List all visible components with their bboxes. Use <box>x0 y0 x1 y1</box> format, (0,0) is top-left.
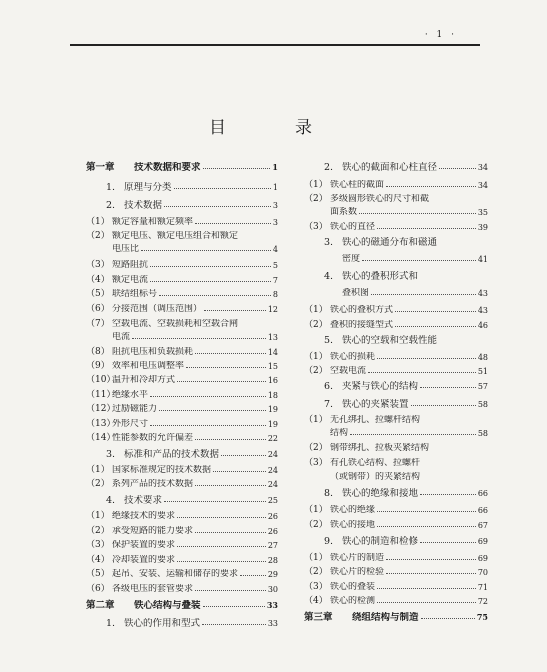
toc-entry <box>86 260 278 271</box>
toc-leader-dots <box>350 433 476 435</box>
toc-entry-number: （2） <box>304 194 328 204</box>
toc-entry-title: 分接范围（调压范围） <box>112 304 203 314</box>
toc-entry-page: 48 <box>477 353 488 362</box>
toc-entry-title: 铁心的叠积形式和 <box>342 271 419 282</box>
toc-entry-number: （9） <box>86 361 110 371</box>
toc-entry-page: 41 <box>477 255 488 264</box>
toc-leader-dots <box>203 167 271 169</box>
toc-entry-page: 13 <box>267 333 278 342</box>
toc-leader-dots <box>395 325 476 327</box>
toc-entry-page: 16 <box>267 376 278 385</box>
toc-entry <box>86 375 278 386</box>
toc-entry-title: 铁心的叠装 <box>330 582 376 592</box>
toc-entry-title: 国家标准规定的技术数据 <box>112 465 212 475</box>
toc-entry <box>304 271 488 282</box>
toc-entry-page: 24 <box>267 466 278 475</box>
toc-entry <box>304 415 488 426</box>
toc-leader-dots <box>213 470 266 472</box>
toc-entry-number: 3. <box>106 449 116 460</box>
toc-entry <box>304 520 488 531</box>
toc-entry-number: （3） <box>304 222 328 232</box>
toc-entry <box>304 352 488 363</box>
toc-entry-title: 额定电流 <box>112 275 149 285</box>
toc-entry-title: 铁心的作用和型式 <box>124 618 201 629</box>
toc-entry-page: 3 <box>272 201 278 210</box>
toc-entry <box>86 200 278 211</box>
toc-leader-dots <box>203 605 265 607</box>
toc-entry-number: （1） <box>304 415 328 425</box>
toc-entry-page: 19 <box>267 420 278 429</box>
toc-entry <box>86 540 278 551</box>
toc-entry-page: 34 <box>477 181 488 190</box>
toc-entry <box>86 584 278 595</box>
toc-entry-number: （2） <box>304 366 328 376</box>
toc-entry-number: 5. <box>324 335 334 346</box>
toc-entry <box>304 254 488 265</box>
toc-leader-dots <box>164 500 266 502</box>
toc-entry-title: 过励磁能力 <box>112 404 158 414</box>
toc-leader-dots <box>377 357 476 359</box>
toc-entry <box>86 347 278 358</box>
toc-entry-number: 第一章 <box>86 162 115 173</box>
toc-entry-title: 标准和产品的技术数据 <box>124 449 220 460</box>
toc-entry-number: （2） <box>304 520 328 530</box>
toc-entry-page: 43 <box>477 289 488 298</box>
toc-leader-dots <box>377 601 476 603</box>
toc-entry-page: 22 <box>267 434 278 443</box>
toc-entry-number: （6） <box>86 584 110 594</box>
toc-entry <box>86 319 278 330</box>
toc-entry <box>304 335 488 346</box>
toc-entry-title: 原理与分类 <box>124 182 172 193</box>
toc-entry-title: 绝缘水平 <box>112 390 149 400</box>
toc-entry-page: 28 <box>267 556 278 565</box>
toc-leader-dots <box>159 409 266 411</box>
toc-entry-number: （1） <box>304 505 328 515</box>
toc-entry-title: 系列产品的技术数据 <box>112 479 194 489</box>
toc-entry-title: 铁心的夹紧装置 <box>342 399 409 410</box>
toc-entry-number: （1） <box>86 217 110 227</box>
toc-entry <box>86 495 278 506</box>
toc-entry-number: 4. <box>106 495 116 506</box>
toc-entry-title: 技术数据 <box>124 200 163 211</box>
toc-entry <box>86 361 278 372</box>
toc-leader-dots <box>439 167 476 169</box>
toc-entry-page: 27 <box>267 541 278 550</box>
toc-entry-number: 1. <box>106 182 116 193</box>
toc-leader-dots <box>177 560 266 562</box>
toc-entry-number: 6. <box>324 381 334 392</box>
toc-entry-title: 效率和电压调整率 <box>112 361 185 371</box>
toc-entry-title: 铁心柱的截面 <box>330 180 385 190</box>
toc-entry-title: 结构 <box>330 428 349 438</box>
toc-leader-dots <box>377 587 476 589</box>
toc-entry-number: （2） <box>304 320 328 330</box>
toc-entry-page: 66 <box>477 506 488 515</box>
toc-entry-title: 叠积图 <box>342 288 370 298</box>
toc-entry-title: 铁心的检测 <box>330 596 376 606</box>
toc-leader-dots <box>221 454 266 456</box>
toc-leader-dots <box>420 541 476 543</box>
toc-entry-number: 2. <box>324 162 334 173</box>
toc-leader-dots <box>150 280 271 282</box>
toc-entry-page: 71 <box>477 583 488 592</box>
toc-entry-number: （1） <box>304 352 328 362</box>
toc-entry-title: 额定容量和额定频率 <box>112 217 194 227</box>
toc-entry-number: （3） <box>304 582 328 592</box>
toc-entry-number: （6） <box>86 304 110 314</box>
toc-entry-page: 8 <box>272 290 278 299</box>
toc-entry-title: 叠积的接缝型式 <box>330 320 394 330</box>
toc-entry-number: （8） <box>86 347 110 357</box>
toc-entry-number: 7. <box>324 399 334 410</box>
toc-entry-title: 起吊、安装、运输和储存的要求 <box>112 569 239 579</box>
toc-entry <box>86 231 278 242</box>
toc-entry-title: 铁心的绝缘 <box>330 505 376 515</box>
toc-entry-title: 空载电流 <box>330 366 367 376</box>
toc-entry <box>304 567 488 578</box>
toc-entry-title: 铁心的绝缘和接地 <box>342 488 419 499</box>
toc-entry-number: 4. <box>324 271 334 282</box>
toc-entry-page: 75 <box>476 612 488 622</box>
toc-entry <box>304 472 488 483</box>
toc-leader-dots <box>195 531 266 533</box>
toc-entry-number: （5） <box>86 569 110 579</box>
toc-entry-number: 9. <box>324 536 334 547</box>
toc-entry-number: （4） <box>86 275 110 285</box>
toc-leader-dots <box>395 310 476 312</box>
toc-entry <box>86 479 278 490</box>
toc-entry <box>304 553 488 564</box>
toc-entry <box>86 162 278 173</box>
toc-entry-title: 铁心的损耗 <box>330 352 376 362</box>
toc-entry <box>86 404 278 415</box>
toc-entry-page: 70 <box>477 568 488 577</box>
toc-entry-title: 面系数 <box>330 207 358 217</box>
toc-entry-title: 铁心的截面和心柱直径 <box>342 162 438 173</box>
toc-entry-title: 短路阻抗 <box>112 260 149 270</box>
page-title: 目 录 <box>209 118 338 138</box>
toc-leader-dots <box>420 386 476 388</box>
toc-entry <box>304 222 488 233</box>
toc-entry-number: （4） <box>86 555 110 565</box>
toc-entry-title: 性能参数的允许偏差 <box>112 433 194 443</box>
toc-entry-title: 额定电压、额定电压组合和额定 <box>112 231 239 241</box>
toc-entry-number: 1. <box>106 618 116 629</box>
toc-leader-dots <box>150 265 271 267</box>
toc-entry-number: （12） <box>86 404 116 414</box>
toc-entry-page: 58 <box>477 400 488 409</box>
toc-entry <box>86 390 278 401</box>
toc-entry-title: 保护装置的要求 <box>112 540 176 550</box>
toc-entry-page: 58 <box>477 429 488 438</box>
toc-entry-number: （1） <box>304 180 328 190</box>
toc-leader-dots <box>141 249 271 251</box>
toc-entry-title: 铁心片的检验 <box>330 567 385 577</box>
toc-entry-page: 69 <box>477 554 488 563</box>
toc-entry-number: 8. <box>324 488 334 499</box>
toc-entry-page: 46 <box>477 321 488 330</box>
toc-entry-title: 技术数据和要求 <box>134 162 201 173</box>
toc-leader-dots <box>195 484 266 486</box>
toc-entry-page: 39 <box>477 223 488 232</box>
toc-entry <box>304 194 488 205</box>
toc-entry-number: 第二章 <box>86 600 115 611</box>
toc-entry <box>86 332 278 343</box>
toc-entry-number: （2） <box>86 526 110 536</box>
toc-leader-dots <box>177 516 266 518</box>
toc-entry-number: （14） <box>86 433 116 443</box>
toc-leader-dots <box>159 294 271 296</box>
toc-entry <box>304 305 488 316</box>
toc-entry-page: 26 <box>267 512 278 521</box>
toc-entry-page: 43 <box>477 306 488 315</box>
toc-entry-title: 电压比 <box>112 244 140 254</box>
toc-entry-number: （11） <box>86 390 116 400</box>
toc-leader-dots <box>377 510 476 512</box>
toc-leader-dots <box>195 222 271 224</box>
toc-entry <box>86 419 278 430</box>
toc-entry-number: （5） <box>86 289 110 299</box>
toc-entry <box>86 433 278 444</box>
toc-entry <box>86 569 278 580</box>
toc-entry-title: 冷却装置的要求 <box>112 555 176 565</box>
toc-entry <box>86 600 278 611</box>
toc-entry-page: 69 <box>477 537 488 546</box>
toc-entry <box>86 217 278 228</box>
toc-entry-title: 温升和冷却方式 <box>112 375 176 385</box>
toc-leader-dots <box>371 293 476 295</box>
toc-leader-dots <box>362 259 476 261</box>
toc-entry-page: 15 <box>267 362 278 371</box>
toc-entry <box>86 465 278 476</box>
toc-entry-number: （3） <box>86 260 110 270</box>
header-rule <box>70 44 480 46</box>
toc-entry <box>304 536 488 547</box>
toc-entry <box>304 381 488 392</box>
toc-entry <box>304 399 488 410</box>
toc-entry <box>304 180 488 191</box>
toc-entry <box>304 162 488 173</box>
toc-entry-page: 12 <box>267 305 278 314</box>
toc-entry <box>304 458 488 469</box>
toc-entry-title: 技术要求 <box>124 495 163 506</box>
toc-entry <box>304 612 488 623</box>
toc-entry-title: 铁心的制造和检修 <box>342 536 419 547</box>
toc-entry-number: （2） <box>304 443 328 453</box>
toc-leader-dots <box>359 212 476 214</box>
toc-entry-page: 1 <box>272 183 278 192</box>
toc-entry <box>86 618 278 629</box>
toc-entry-page: 67 <box>477 521 488 530</box>
toc-entry-title: 各级电压的套管要求 <box>112 584 194 594</box>
toc-entry-title: 外形尺寸 <box>112 419 149 429</box>
toc-leader-dots <box>411 404 476 406</box>
toc-leader-dots <box>132 337 266 339</box>
toc-entry-title: 密度 <box>342 254 361 264</box>
toc-leader-dots <box>174 187 271 189</box>
toc-entry-number: （7） <box>86 319 110 329</box>
toc-leader-dots <box>186 366 266 368</box>
toc-entry <box>86 289 278 300</box>
toc-leader-dots <box>195 438 266 440</box>
toc-entry <box>304 443 488 454</box>
toc-leader-dots <box>386 185 476 187</box>
toc-entry-title: 多级圆形铁心的尺寸和截 <box>330 194 430 204</box>
toc-entry <box>86 275 278 286</box>
toc-entry-title: 铁心的空载和空载性能 <box>342 335 438 346</box>
toc-entry-page: 72 <box>477 597 488 606</box>
toc-entry-number: （4） <box>304 596 328 606</box>
toc-entry-title: 无孔绑扎、拉螺杆结构 <box>330 415 421 425</box>
toc-entry <box>86 182 278 193</box>
toc-entry-number: （1） <box>86 511 110 521</box>
toc-entry <box>86 526 278 537</box>
toc-entry-title: 铁心的接地 <box>330 520 376 530</box>
toc-entry-page: 26 <box>267 527 278 536</box>
toc-entry-title: 铁心的磁通分布和磁通 <box>342 237 438 248</box>
toc-entry-page: 33 <box>267 619 278 628</box>
toc-entry-page: 18 <box>267 391 278 400</box>
toc-entry-page: 3 <box>272 218 278 227</box>
toc-entry-page: 51 <box>477 367 488 376</box>
toc-entry-number: 3. <box>324 237 334 248</box>
toc-entry <box>86 555 278 566</box>
toc-entry-title: 电流 <box>112 332 131 342</box>
toc-entry-number: （3） <box>304 458 328 468</box>
toc-entry <box>86 511 278 522</box>
toc-entry <box>304 596 488 607</box>
toc-entry-page: 24 <box>267 450 278 459</box>
toc-entry <box>304 320 488 331</box>
toc-entry-page: 19 <box>267 405 278 414</box>
toc-leader-dots <box>386 572 476 574</box>
toc-entry-title: （或钢带）的夹紧结构 <box>330 472 421 482</box>
toc-entry-page: 4 <box>272 245 278 254</box>
toc-entry-title: 承受短路的能力要求 <box>112 526 194 536</box>
toc-entry-number: （1） <box>304 305 328 315</box>
toc-leader-dots <box>240 574 266 576</box>
toc-entry-page: 25 <box>267 496 278 505</box>
toc-leader-dots <box>386 558 476 560</box>
toc-entry <box>304 237 488 248</box>
page-header <box>70 30 475 44</box>
toc-entry <box>304 505 488 516</box>
page-number: · 1 · <box>424 30 457 40</box>
toc-entry-page: 5 <box>272 261 278 270</box>
toc-leader-dots <box>204 309 266 311</box>
toc-entry-page: 30 <box>267 585 278 594</box>
toc-entry-title: 夹紧与铁心的结构 <box>342 381 419 392</box>
toc-entry-title: 铁心结构与叠装 <box>134 600 201 611</box>
toc-entry-number: 2. <box>106 200 116 211</box>
toc-entry <box>86 244 278 255</box>
toc-entry-page: 29 <box>267 570 278 579</box>
toc-entry-title: 绕组结构与制造 <box>352 612 419 623</box>
toc-entry-number: （13） <box>86 419 116 429</box>
toc-entry-number: （1） <box>86 465 110 475</box>
toc-entry <box>86 304 278 315</box>
toc-entry-number: （2） <box>86 231 110 241</box>
toc-entry-number: 第三章 <box>304 612 333 623</box>
toc-entry-page: 7 <box>272 276 278 285</box>
toc-entry-page: 66 <box>477 489 488 498</box>
toc-leader-dots <box>195 589 266 591</box>
toc-leader-dots <box>368 371 476 373</box>
toc-entry-number: （1） <box>304 553 328 563</box>
toc-leader-dots <box>195 352 266 354</box>
toc-entry <box>304 207 488 218</box>
toc-leader-dots <box>177 380 266 382</box>
toc-entry-title: 联结组标号 <box>112 289 158 299</box>
toc-entry <box>304 366 488 377</box>
toc-entry-number: （2） <box>86 479 110 489</box>
toc-entry <box>304 428 488 439</box>
toc-entry-title: 绝缘技术的要求 <box>112 511 176 521</box>
toc-leader-dots <box>421 617 475 619</box>
toc-entry-title: 铁心的叠积方式 <box>330 305 394 315</box>
toc-leader-dots <box>377 227 476 229</box>
toc-entry-page: 57 <box>477 382 488 391</box>
toc-leader-dots <box>150 424 266 426</box>
toc-leader-dots <box>420 493 476 495</box>
toc-entry-page: 33 <box>266 600 278 610</box>
toc-entry-title: 空载电流、空载损耗和空载合闸 <box>112 319 239 329</box>
toc-entry-number: （10） <box>86 375 116 385</box>
toc-entry-title: 钢带绑扎、拉板夹紧结构 <box>330 443 430 453</box>
toc-entry-title: 铁心片的制造 <box>330 553 385 563</box>
toc-entry-page: 24 <box>267 480 278 489</box>
toc-entry <box>86 449 278 460</box>
toc-leader-dots <box>202 623 266 625</box>
toc-leader-dots <box>377 525 476 527</box>
toc-leader-dots <box>177 545 266 547</box>
toc-entry-title: 阻抗电压和负载损耗 <box>112 347 194 357</box>
toc-leader-dots <box>164 205 271 207</box>
toc-entry-page: 34 <box>477 163 488 172</box>
toc-entry-title: 铁心的直径 <box>330 222 376 232</box>
toc-leader-dots <box>150 395 266 397</box>
toc-entry-title: 有孔铁心结构、拉螺杆 <box>330 458 421 468</box>
toc-entry <box>304 582 488 593</box>
toc-entry-number: （2） <box>304 567 328 577</box>
toc-entry <box>304 488 488 499</box>
toc-entry-page: 35 <box>477 208 488 217</box>
toc-entry <box>304 288 488 299</box>
toc-entry-page: 1 <box>272 162 278 172</box>
toc-entry-number: （3） <box>86 540 110 550</box>
toc-entry-page: 14 <box>267 348 278 357</box>
